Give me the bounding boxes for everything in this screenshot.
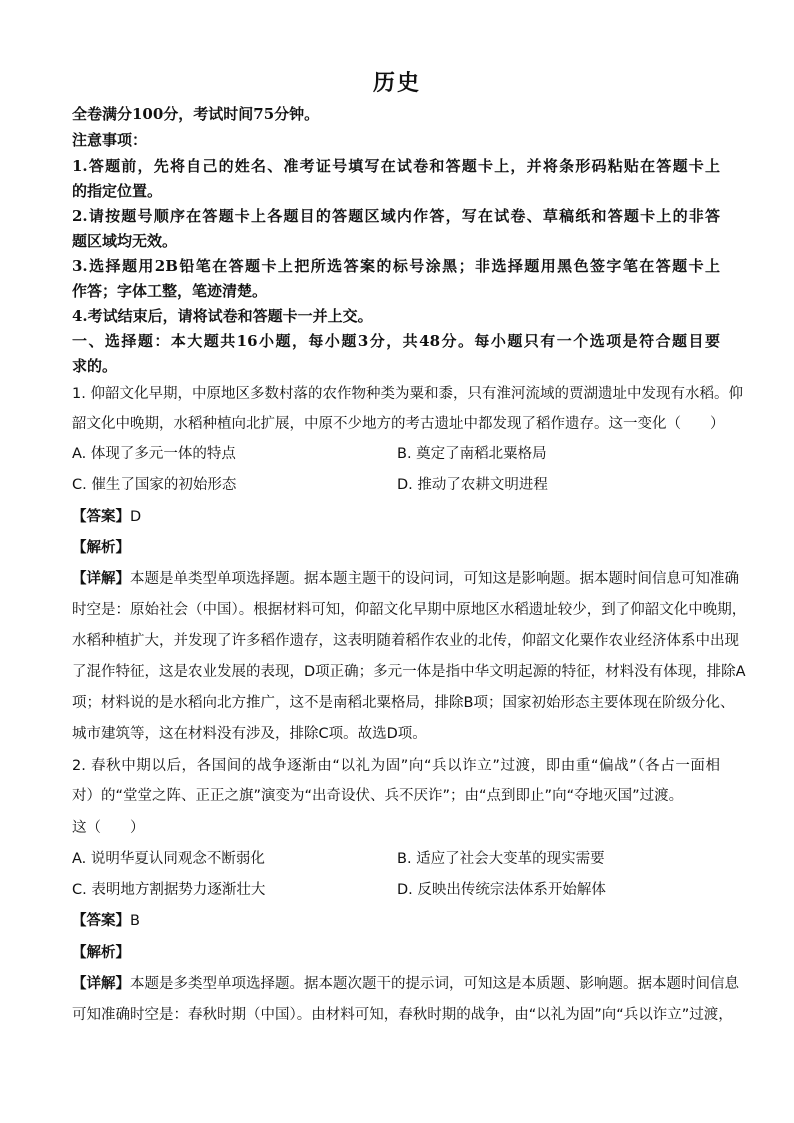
page-title: 历史	[372, 70, 421, 96]
notes-heading: 注意事项：	[72, 131, 148, 149]
q1-detail	[72, 569, 739, 589]
q1-option-c: C. 催生了国家的初始形态	[72, 477, 237, 493]
detail-tag: 【详解】	[72, 571, 130, 587]
answer-tag: 【答案】	[72, 509, 130, 525]
q1-option-d: D. 推动了农耕文明进程	[397, 477, 548, 493]
q2-analysis-tag	[72, 943, 130, 963]
q1-detail: 城市建筑等，这在材料没有涉及，排除C项。故选D项。	[72, 726, 427, 742]
q1-detail: 水稻种植扩大，并发现了许多稻作遗存，这表明随着稻作农业的北传，仰韶文化粟作农业经济体系中出现	[72, 633, 739, 649]
q2-stem: 2. 春秋中期以后，各国间的战争逐渐由“以礼为固”向“兵以诈立”过渡，即由重“偏战”（各占一面相	[72, 758, 720, 774]
note-line: 题区域均无效。	[72, 232, 178, 250]
q2-stem: 这（ ）	[72, 820, 145, 836]
q2-option-c: C. 表明地方割据势力逐渐壮大	[72, 882, 266, 898]
note-line: 4.考试结束后，请将试卷和答题卡一并上交。	[72, 307, 373, 325]
q1-detail: 了混作特征，这是农业发展的表现，D项正确；多元一体是指中华文明起源的特征，材料没有体现，排除A	[72, 664, 746, 680]
note-line: 的指定位置。	[72, 182, 163, 200]
answer-value: D	[130, 509, 142, 525]
q2-detail	[72, 974, 739, 994]
q2-detail: 可知准确时空是：春秋时期（中国）。由材料可知，春秋时期的战争，由“以礼为固”向“兵以诈立”过渡，	[72, 1007, 733, 1023]
note-line: 2.请按题号顺序在答题卡上各题目的答题区域内作答，写在试卷、草稿纸和答题卡上的非答	[72, 207, 720, 225]
section-heading: 求的。	[72, 357, 118, 375]
analysis-tag: 【解析】	[72, 945, 130, 961]
q1-detail: 项；材料说的是水稻向北方推广，这不是南稻北粟格局，排除B项；国家初始形态主要体现在阶级分化、	[72, 695, 735, 711]
q2-option-d: D. 反映出传统宗法体系开始解体	[397, 882, 606, 898]
q1-analysis-tag	[72, 538, 130, 558]
detail-text: 本题是单类型单项选择题。据本题主题干的设问词，可知这是影响题。据本题时间信息可知准确	[130, 571, 739, 587]
section-heading: 一、选择题：本大题共16小题，每小题3分，共48分。每小题只有一个选项是符合题目要	[72, 332, 720, 350]
exam-intro: 全卷满分100分，考试时间75分钟。	[72, 105, 320, 123]
answer-tag: 【答案】	[72, 913, 130, 929]
detail-tag: 【详解】	[72, 976, 130, 992]
q1-stem: 韶文化中晚期，水稻种植向北扩展，中原不少地方的考古遗址中都发现了稻作遗存。这一变化（ ）	[72, 416, 725, 432]
note-line: 3.选择题用2B铅笔在答题卡上把所选答案的标号涂黑；非选择题用黑色签字笔在答题卡上	[72, 257, 720, 275]
detail-text: 本题是多类型单项选择题。据本题次题干的提示词，可知这是本质题、影响题。据本题时间信息	[130, 976, 739, 992]
q1-answer	[72, 507, 141, 527]
analysis-tag: 【解析】	[72, 540, 130, 556]
note-line: 1.答题前，先将自己的姓名、准考证号填写在试卷和答题卡上，并将条形码粘贴在答题卡上	[72, 157, 720, 175]
q1-option-b: B. 奠定了南稻北粟格局	[397, 446, 547, 462]
note-line: 作答；字体工整，笔迹清楚。	[72, 282, 268, 300]
q2-answer	[72, 911, 140, 931]
q1-option-a: A. 体现了多元一体的特点	[72, 446, 236, 462]
q2-option-b: B. 适应了社会大变革的现实需要	[397, 851, 605, 867]
q1-detail: 时空是：原始社会（中国）。根据材料可知，仰韶文化早期中原地区水稻遗址较少，到了仰韶文化中晚期，	[72, 602, 747, 618]
q1-stem: 1. 仰韶文化早期，中原地区多数村落的农作物种类为粟和黍，只有淮河流域的贾湖遗址中发现有水稻。仰	[72, 386, 743, 402]
q2-option-a: A. 说明华夏认同观念不断弱化	[72, 851, 265, 867]
answer-value: B	[130, 913, 140, 929]
q2-stem: 对）的“堂堂之阵、正正之旗”演变为“出奇设伏、兵不厌诈”；由“点到即止”向“夺地灭国”过渡。	[72, 788, 684, 804]
